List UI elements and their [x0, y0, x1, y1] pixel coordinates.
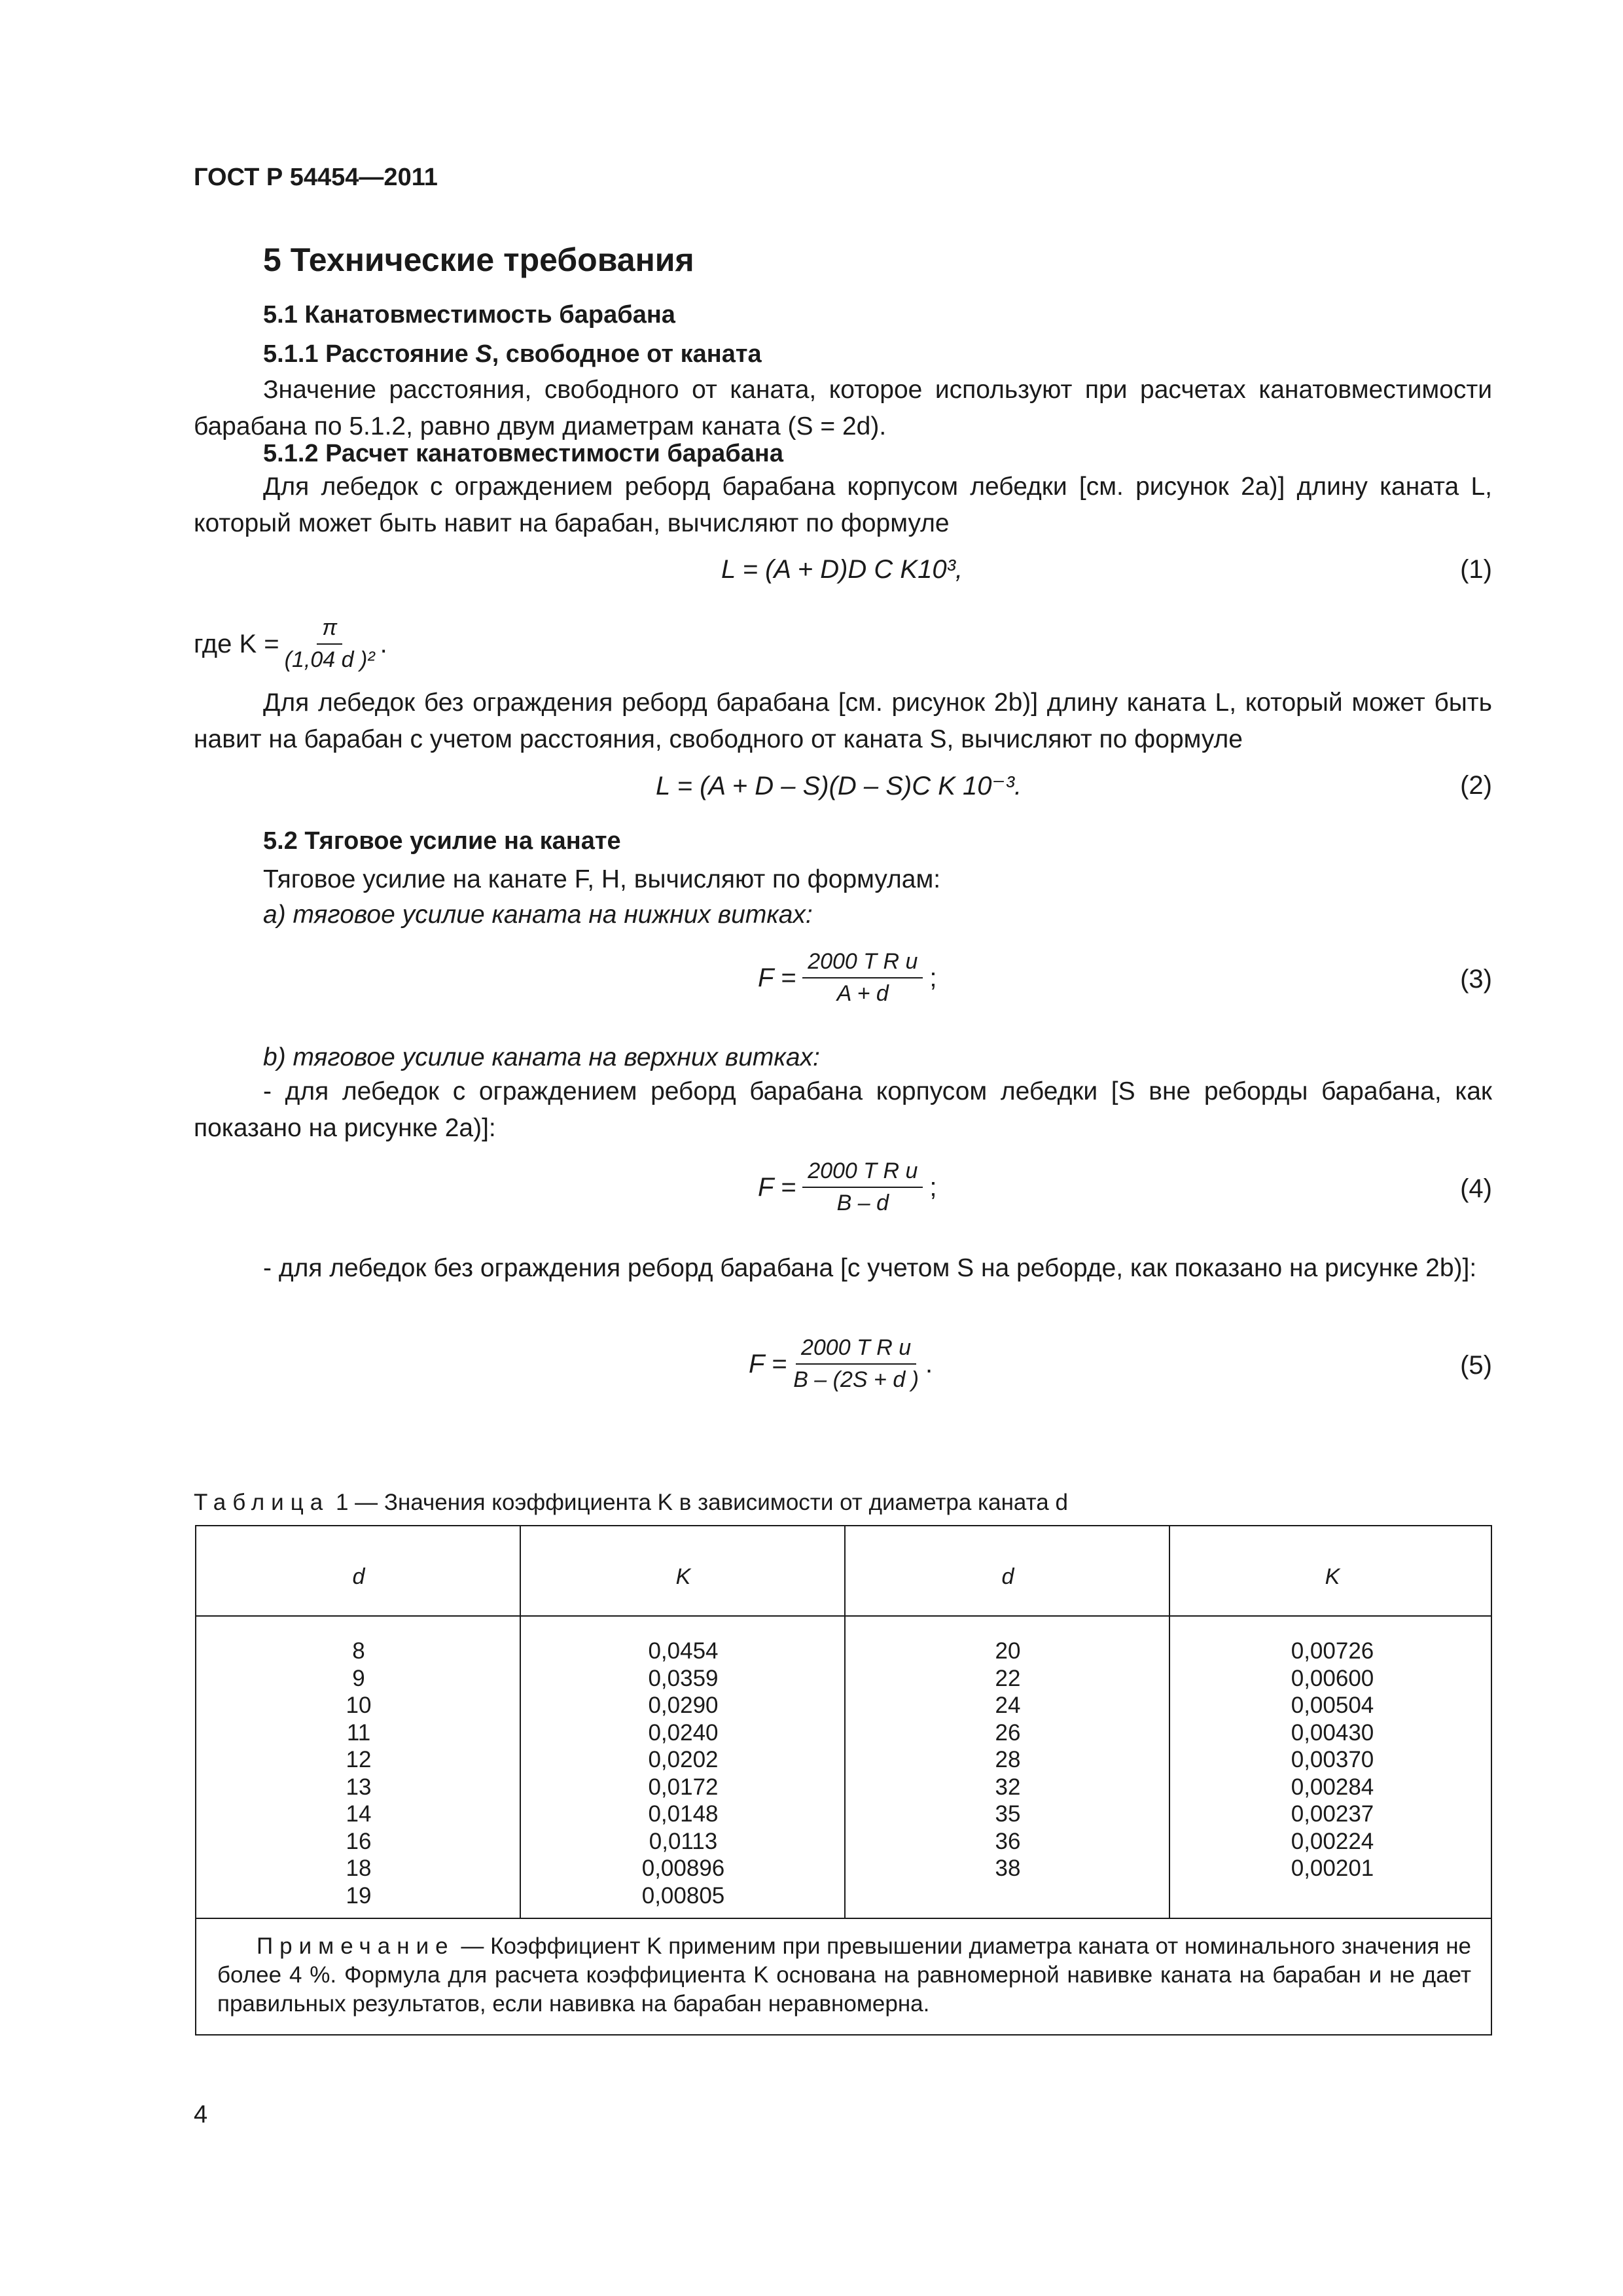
- table-note: [217, 1932, 1471, 2018]
- table-cell: 13: [346, 1774, 372, 1800]
- table-header-k: K: [1325, 1564, 1340, 1589]
- table-cell: 36: [995, 1828, 1021, 1854]
- table-cell: 0,00430: [1291, 1719, 1374, 1746]
- document-header: ГОСТ Р 54454—2011: [194, 164, 438, 191]
- table-cell: 0,0172: [648, 1774, 719, 1800]
- paragraph-5-1-1: Значение расстояния, свободного от каната, которое используют при расчетах канатовместимости барабана по 5.1.2, равно двум диаметрам каната (S = 2d).: [194, 376, 1492, 440]
- table-cell: 0,00224: [1291, 1828, 1374, 1854]
- page-number: 4: [194, 2101, 208, 2128]
- formula-4-punct: ;: [929, 1172, 937, 1202]
- formula-3-lhs: F =: [758, 963, 796, 992]
- k-definition-prefix: где K =: [194, 629, 279, 658]
- formula-3-denominator: A + d: [836, 981, 889, 1006]
- table-cell: 24: [995, 1693, 1021, 1718]
- formula-5-numerator: 2000 T R u: [796, 1335, 916, 1365]
- formula-4-numerator: 2000 T R u: [802, 1158, 923, 1188]
- section-title: 5 Технические требования: [263, 242, 694, 278]
- table-cell: 0,0240: [648, 1719, 719, 1746]
- table-cell: 0,0148: [648, 1801, 719, 1827]
- coefficient-table: [195, 1525, 1492, 2036]
- table-column-k-2: [1170, 1638, 1495, 1882]
- table-cell: 0,00600: [1291, 1665, 1374, 1691]
- paragraph-5-2-b1: - для лебедок с ограждением реборд барабана корпусом лебедки [S вне реборды барабана, как показано на рисунке 2а)]:: [194, 1077, 1492, 1142]
- item-b: b) тяговое усилие каната на верхних витках:: [263, 1043, 820, 1071]
- table-cell: 16: [346, 1828, 372, 1854]
- formula-2: L = (A + D – S)(D – S)C K 10⁻³.: [656, 772, 1022, 800]
- table-caption: [194, 1490, 1068, 1516]
- table-note-text: — Коэффициент K применим при превышении диаметра каната от номинального значения не более 4 %. Формула для расчета коэффициента K основана на равномерной навивке каната на барабан и не дает правильных результатов, если навивка на барабан неравномерна.: [217, 1933, 1471, 2017]
- table-header-k: K: [675, 1564, 691, 1589]
- formula-3-numerator: 2000 T R u: [802, 949, 923, 978]
- formula-4-denominator: B – d: [836, 1191, 889, 1215]
- table-cell: 0,00805: [641, 1882, 725, 1909]
- table-cell: 19: [346, 1882, 372, 1909]
- table-cell: 35: [995, 1801, 1021, 1827]
- k-fraction-denominator: (1,04 d )²: [284, 647, 375, 672]
- table-cell: 0,0454: [648, 1638, 719, 1664]
- paragraph-5-2-intro: Тяговое усилие на канате F, Н, вычисляют по формулам:: [263, 865, 941, 893]
- table-cell: 0,00201: [1291, 1856, 1374, 1881]
- formula-4: [758, 1158, 937, 1216]
- table-cell: 12: [346, 1747, 372, 1772]
- table-cell: 20: [995, 1638, 1021, 1664]
- table-caption-label: Таблица: [194, 1490, 330, 1515]
- subsection-5-1-2-title: 5.1.2 Расчет канатовместимости барабана: [263, 440, 783, 467]
- table-caption-text: 1 — Значения коэффициента K в зависимости от диаметра каната d: [329, 1490, 1068, 1515]
- table-cell: 22: [995, 1665, 1021, 1691]
- subsection-5-2-title: 5.2 Тяговое усилие на канате: [263, 827, 621, 855]
- table-column-d-2: [846, 1638, 1170, 1882]
- table-cell: 0,00504: [1291, 1693, 1374, 1718]
- paragraph-5-2-b2: - для лебедок без ограждения реборд барабана [с учетом S на реборде, как показано на рисунке 2b)]:: [263, 1254, 1477, 1282]
- table-cell: 0,0113: [649, 1828, 718, 1854]
- table-cell: 18: [346, 1856, 372, 1881]
- table-cell: 0,0202: [648, 1747, 719, 1772]
- formula-4-number: (4): [1460, 1174, 1492, 1203]
- table-cell: 0,00370: [1291, 1747, 1374, 1772]
- table-column-d-1: [196, 1638, 521, 1909]
- formula-3-number: (3): [1460, 965, 1492, 994]
- item-a: а) тяговое усилие каната на нижних витках:: [263, 901, 813, 929]
- table-header-d: d: [1001, 1564, 1014, 1589]
- table-cell: 0,00896: [641, 1856, 725, 1881]
- table-header-d: d: [352, 1564, 365, 1589]
- table-cell: 10: [346, 1693, 372, 1718]
- table-cell: 32: [995, 1774, 1021, 1800]
- table-cell: 0,0359: [648, 1665, 719, 1691]
- formula-3: [758, 949, 937, 1007]
- table-note-label: Примечание: [257, 1933, 455, 1959]
- table-column-k-1: [521, 1638, 846, 1909]
- table-cell: 14: [346, 1801, 372, 1827]
- formula-3-punct: ;: [929, 963, 937, 992]
- table-cell: 26: [995, 1719, 1021, 1746]
- table-cell: 38: [995, 1856, 1021, 1881]
- k-fraction-numerator: π: [317, 615, 342, 645]
- formula-5-punct: .: [925, 1349, 933, 1378]
- table-cell: 9: [352, 1665, 365, 1691]
- subsection-5-1-1-title: 5.1.1 Расстояние S, свободное от каната: [263, 340, 762, 368]
- table-cell: 8: [352, 1638, 365, 1664]
- formula-5: [749, 1335, 933, 1393]
- formula-4-lhs: F =: [758, 1172, 796, 1202]
- table-cell: 11: [346, 1719, 371, 1746]
- formula-5-lhs: F =: [749, 1349, 787, 1378]
- table-cell: 28: [995, 1747, 1021, 1772]
- subsection-5-1-title: 5.1 Канатовместимость барабана: [263, 301, 675, 329]
- paragraph-5-1-2-b: Для лебедок без ограждения реборд барабана [см. рисунок 2b)] длину каната L, который может быть навит на барабан с учетом расстояния, свободного от каната S, вычисляют по формуле: [194, 689, 1492, 753]
- formula-5-denominator: B – (2S + d ): [793, 1367, 919, 1392]
- formula-5-fraction: [793, 1335, 919, 1393]
- table-cell: 0,00726: [1291, 1638, 1374, 1664]
- table-cell: 0,0290: [648, 1693, 719, 1718]
- formula-4-fraction: [802, 1158, 923, 1216]
- formula-1: L = (A + D)D C K10³,: [721, 555, 963, 584]
- formula-5-number: (5): [1460, 1351, 1492, 1380]
- formula-2-number: (2): [1460, 771, 1492, 800]
- k-definition: [194, 615, 387, 673]
- table-header-divider: [196, 1615, 1491, 1617]
- k-fraction: [285, 615, 375, 673]
- k-definition-suffix: .: [380, 629, 387, 658]
- formula-1-number: (1): [1460, 555, 1492, 584]
- table-cell: 0,00284: [1291, 1774, 1374, 1800]
- paragraph-5-1-2-a: Для лебедок с ограждением реборд барабана корпусом лебедки [см. рисунок 2а)] длину каната L, который может быть навит на барабан, вычисляют по формуле: [194, 473, 1492, 537]
- table-note-divider: [196, 1918, 1491, 1919]
- table-cell: 0,00237: [1291, 1801, 1374, 1827]
- formula-3-fraction: [802, 949, 923, 1007]
